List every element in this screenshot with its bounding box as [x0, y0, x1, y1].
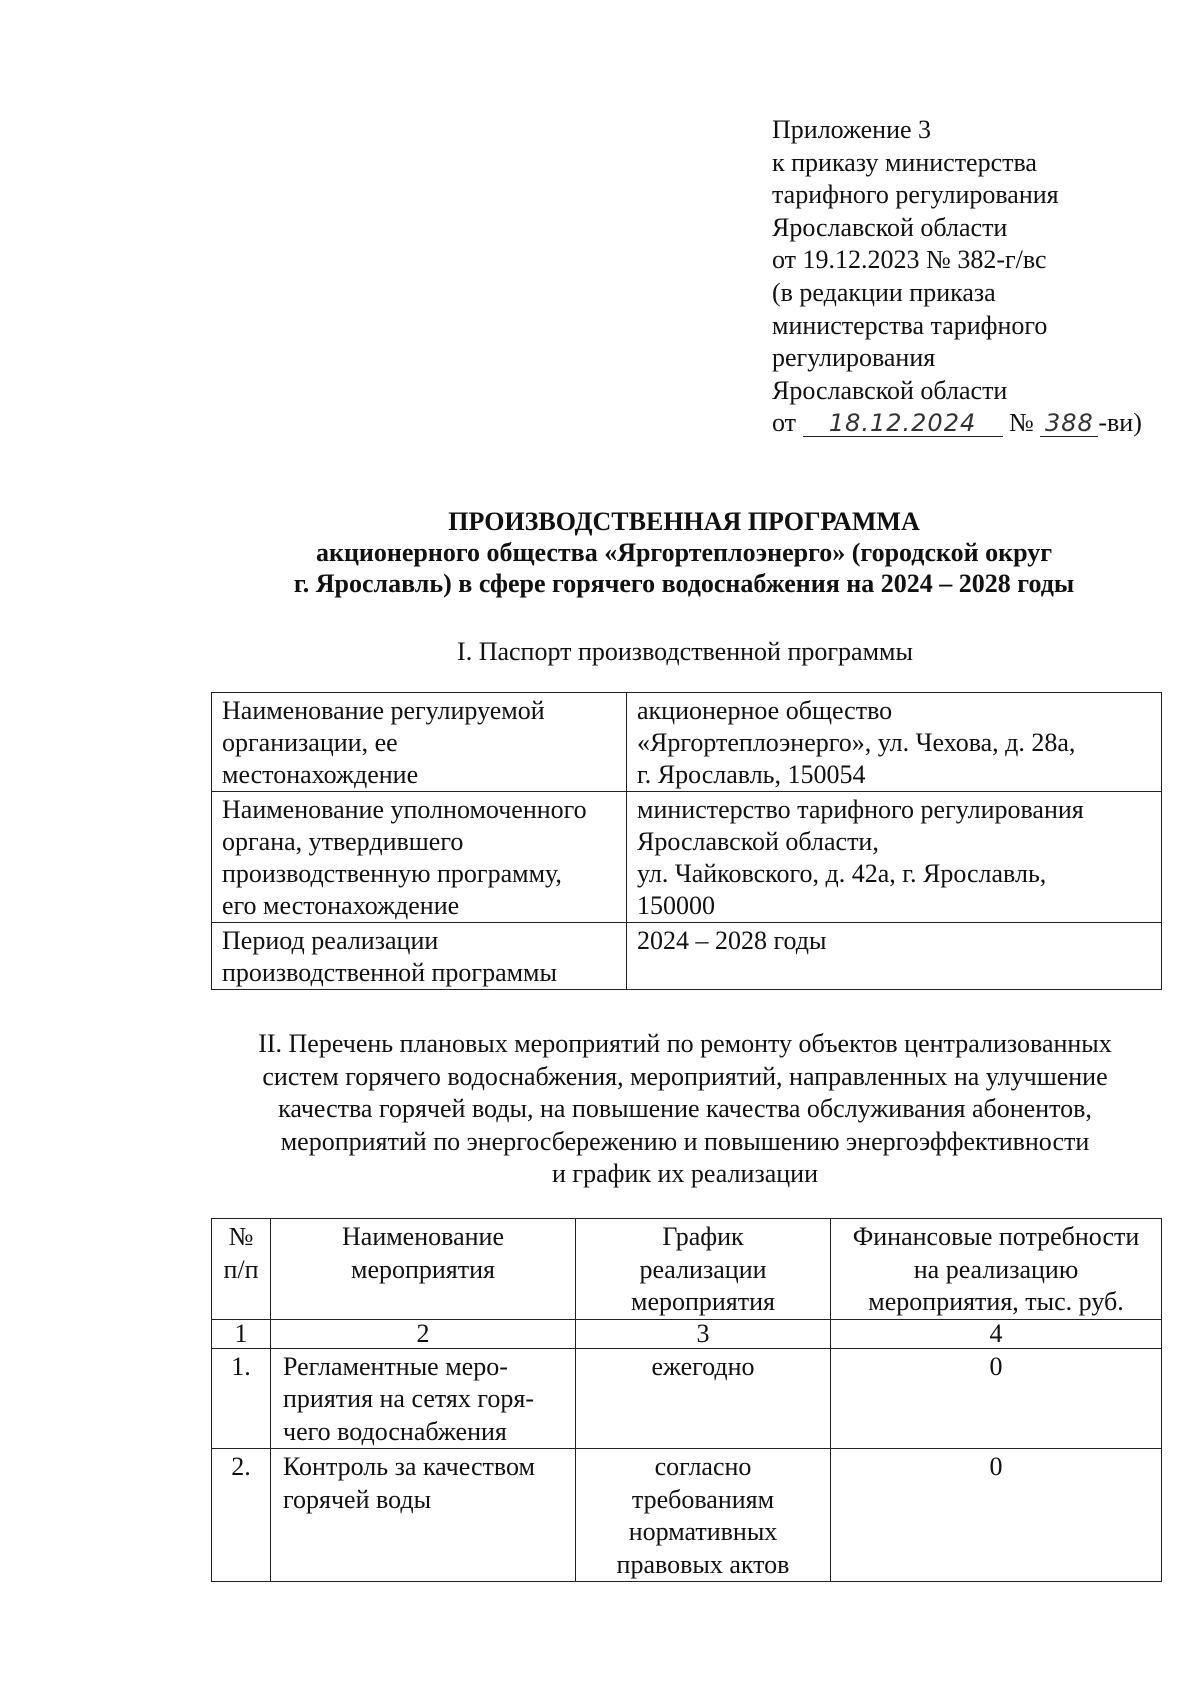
cell-line: Наименование [342, 1222, 504, 1251]
annex-line: от 19.12.2023 № 382-г/вс [772, 245, 1047, 275]
column-number: 4 [831, 1319, 1162, 1348]
cell-line: Регламентные меро- [283, 1351, 508, 1381]
row-cost: 0 [831, 1449, 1162, 1582]
annex-line: регулирования [772, 343, 936, 373]
cell-line: мероприятия [350, 1254, 495, 1284]
table-row [212, 693, 1162, 792]
annex-line: министерства тарифного [772, 310, 1048, 340]
row-schedule [576, 1348, 831, 1449]
cell-line: приятия на сетях горя- [283, 1384, 534, 1413]
cell-line: органа, утвердившего [222, 827, 464, 856]
header-cost [831, 1219, 1162, 1320]
events-table [211, 1218, 1162, 1582]
cell-line: на реализацию [913, 1254, 1079, 1284]
cell-line: Ярославской области, [637, 827, 879, 856]
section-1-heading: I. Паспорт производственной программы [457, 637, 913, 666]
passport-table [211, 692, 1162, 990]
annex-line: к приказу министерства [772, 147, 1037, 177]
table-row [212, 792, 1162, 923]
heading-line: систем горячего водоснабжения, мероприятий, направленных на улучшение [262, 1061, 1108, 1091]
passport-label [212, 693, 627, 792]
heading-line: II. Перечень плановых мероприятий по ремонту объектов централизованных [258, 1029, 1112, 1058]
cell-line: требованиям [631, 1484, 775, 1514]
table-row [212, 923, 1162, 990]
cell-line: нормативных [628, 1517, 778, 1546]
cell-line: реализации [639, 1254, 767, 1284]
cell-line: п/п [223, 1254, 259, 1284]
section-2-heading [200, 1028, 1170, 1191]
cell-line: производственную программу, [222, 859, 562, 888]
cell-line: правовых актов [616, 1549, 790, 1579]
passport-value [627, 923, 1162, 990]
header-schedule [576, 1219, 831, 1320]
cell-line: Контроль за качеством [283, 1452, 535, 1481]
header-row [212, 1219, 1162, 1320]
annex-line: (в редакции приказа [772, 277, 996, 307]
heading-line: мероприятий по энергосбережению и повышению энергоэффективности [280, 1126, 1090, 1156]
cell-line: согласно [654, 1452, 752, 1481]
cell-line: ул. Чайковского, д. 42а, г. Ярославль, [637, 859, 1047, 888]
row-num: 1. [212, 1348, 271, 1449]
cell-line: «Яргортеплоэнерго», ул. Чехова, д. 28а, [637, 728, 1076, 757]
annex-line: Приложение 3 [772, 115, 932, 144]
passport-label [212, 923, 627, 990]
handwritten-number: 388 [1040, 410, 1098, 437]
document-title [0, 506, 1200, 599]
cell-line: 2024 – 2028 годы [637, 926, 827, 955]
annex-last-line [772, 407, 1172, 440]
cell-line: 150000 [637, 891, 715, 920]
cell-line: Наименование уполномоченного [222, 795, 587, 824]
cell-line: горячей воды [283, 1484, 432, 1514]
row-num: 2. [212, 1449, 271, 1582]
row-schedule [576, 1449, 831, 1582]
cell-line: Наименование регулируемой [222, 696, 545, 725]
passport-value [627, 792, 1162, 923]
cell-line: Финансовые потребности [852, 1222, 1140, 1251]
title-line-3: г. Ярославль) в сфере горячего водоснабжения на 2024 – 2028 годы [293, 569, 1075, 598]
cell-line: ежегодно [651, 1351, 755, 1381]
column-number: 1 [212, 1319, 271, 1348]
cell-line: его местонахождение [222, 891, 460, 920]
header-name [271, 1219, 576, 1320]
passport-value [627, 693, 1162, 792]
title-line-1: ПРОИЗВОДСТВЕННАЯ ПРОГРАММА [448, 507, 920, 536]
title-line-2: акционерного общества «Яргортеплоэнерго» (городской округ [315, 538, 1053, 567]
passport-label [212, 792, 627, 923]
cell-line: График [662, 1222, 744, 1251]
cell-line: производственной программы [222, 958, 557, 987]
row-cost: 0 [831, 1348, 1162, 1449]
annex-line: Ярославской области [772, 212, 1008, 242]
row-name [271, 1348, 576, 1449]
annex-block [772, 114, 1172, 440]
cell-line: местонахождение [222, 760, 419, 789]
row-name [271, 1449, 576, 1582]
column-number: 2 [271, 1319, 576, 1348]
cell-line: мероприятия, тыс. руб. [868, 1287, 1124, 1316]
header-num [212, 1219, 271, 1320]
cell-line: чего водоснабжения [283, 1416, 507, 1446]
handwritten-date: 18.12.2024 [803, 410, 1003, 437]
heading-line: и график их реализации [552, 1159, 818, 1188]
cell-line: г. Ярославль, 150054 [637, 760, 866, 789]
heading-line: качества горячей воды, на повышение качества обслуживания абонентов, [278, 1094, 1092, 1123]
cell-line: акционерное общество [637, 696, 893, 725]
number-sign: № [1009, 408, 1034, 438]
table-row [212, 1348, 1162, 1449]
column-number-row [212, 1319, 1162, 1348]
annex-line: тарифного регулирования [772, 180, 1059, 210]
cell-line: мероприятия [630, 1287, 775, 1316]
table-row [212, 1449, 1162, 1582]
cell-line: организации, ее [222, 728, 398, 757]
annex-prefix: от [772, 408, 797, 438]
annex-line: Ярославской области [772, 375, 1008, 405]
cell-line: № [228, 1222, 254, 1251]
annex-suffix: -ви) [1098, 408, 1142, 438]
cell-line: Период реализации [222, 926, 439, 955]
column-number: 3 [576, 1319, 831, 1348]
cell-line: министерство тарифного регулирования [637, 795, 1084, 824]
